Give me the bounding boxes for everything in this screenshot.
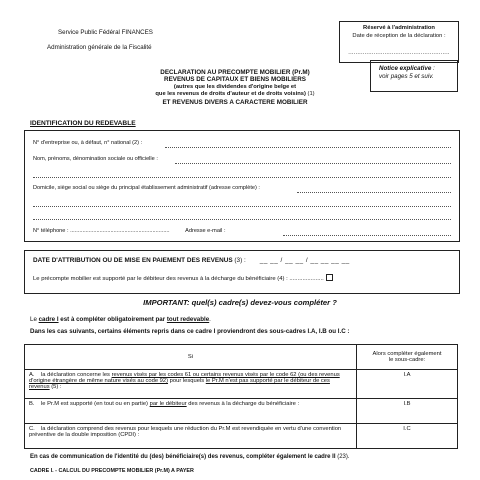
important-heading: IMPORTANT: quel(s) cadre(s) devez-vous compléter ?: [143, 298, 337, 307]
form-title: [105, 69, 365, 106]
phone-field[interactable]: ................................................................: [70, 228, 170, 234]
reception-date-label: Date de réception de la déclaration :: [352, 33, 446, 39]
cadre-ii-note: [30, 454, 350, 460]
phone-label: N° téléphone :: [33, 228, 71, 234]
domicile-field[interactable]: [33, 185, 453, 191]
title-line5: ET REVENUS DIVERS A CARACTERE MOBILIER: [162, 98, 308, 106]
header-org: [47, 28, 153, 52]
attribution-ref: (3) :: [232, 257, 246, 264]
row-b-t1u: par le débiteur: [149, 401, 187, 407]
row-b-target: I.B: [357, 399, 458, 424]
col-alors-header-l1: Alors compléter également: [372, 351, 442, 357]
title-line1: DECLARATION AU PRECOMPTE MOBILIER (Pr.M): [160, 69, 310, 76]
para1-a: Le: [30, 316, 39, 323]
col-si-header: Si: [25, 345, 357, 370]
cadre-i-instruction: [30, 316, 211, 323]
enterprise-number-label: N° d'entreprise ou, à défaut, n° national (2) :: [33, 140, 143, 146]
domicile-label: Domicile, siège social ou siège du principal établissement administratif (adresse complète) :: [33, 185, 260, 191]
row-b-letter: B.: [29, 401, 35, 407]
debtor-support-row: [33, 274, 333, 282]
name-field[interactable]: [33, 156, 453, 162]
row-a-t3: (5) :: [49, 384, 62, 390]
reserved-title: Réservé à l'administration: [363, 25, 435, 31]
row-c-letter: C.: [29, 426, 35, 432]
identification-box: [24, 130, 460, 242]
debtor-support-label: Le précompte mobilier est supporté par le débiteur des revenus à la décharge du bénéficiaire (4) : .....................: [33, 276, 324, 282]
notice-label: Notice explicative: [379, 65, 432, 72]
col-alors-header: [357, 345, 458, 370]
table-row: [25, 370, 458, 399]
enterprise-number-field[interactable]: [33, 140, 453, 146]
attribution-date-field[interactable]: __ __ / __ __ / __ __ __ __: [259, 257, 350, 264]
row-b-t2: des revenus à la décharge du bénéficiaire :: [186, 401, 300, 407]
para1-e: .: [209, 316, 211, 323]
org-department: Administration générale de la Fiscalité: [47, 44, 152, 51]
table-row: [25, 399, 458, 424]
title-line4: que les revenus de droits d'auteur et de droits voisins): [155, 91, 306, 98]
attribution-box: [24, 250, 460, 294]
para1-c: est à compléter obligatoirement par: [58, 316, 167, 323]
domicile-line-3: [33, 219, 451, 220]
row-a-condition: [25, 370, 357, 399]
domicile-line: [297, 192, 451, 193]
row-a-t2u: le Pr.M n'est pas supporté par le débiteur de ces revenus: [29, 378, 330, 390]
enterprise-number-line: [165, 147, 451, 148]
notice-pages: voir pages 5 et suiv.: [379, 73, 434, 80]
para1-cadre: cadre I: [38, 316, 59, 323]
row-a-letter: A.: [29, 372, 35, 378]
identification-heading: IDENTIFICATION DU REDEVABLE: [30, 120, 136, 127]
attribution-heading: DATE D'ATTRIBUTION OU DE MISE EN PAIEMENT DES REVENUS: [33, 257, 233, 264]
reserved-admin-box: [339, 21, 459, 63]
notice-box: [370, 60, 458, 92]
table-row: [25, 424, 458, 449]
row-a-t1u: revenus visés par les codes 61 ou certains revenus visés par le code 62 (ou des revenus d'origine étrangère de même nature visés au code 92): [29, 372, 340, 384]
title-line4-ref: (1): [305, 91, 315, 98]
email-field[interactable]: [283, 235, 451, 236]
row-c-t1: la déclaration comprend des revenus pour lesquels une réduction du Pr.M est revendiquée en vertu d'une convention préventive de la double imposition (CPDI) :: [29, 426, 342, 438]
email-label: Adresse e-mail :: [185, 228, 226, 234]
name-line: [175, 163, 451, 164]
cadre-i-title: CADRE I. - CALCUL DU PRECOMPTE MOBILIER (Pr.M) A PAYER: [30, 468, 194, 474]
row-b-condition: [25, 399, 357, 424]
col-alors-header-l2: le sous-cadre:: [388, 357, 426, 363]
attribution-date-row: [33, 257, 350, 264]
row-a-t1: la déclaration concerne les: [41, 372, 112, 378]
note-ref: (23).: [335, 454, 350, 460]
note-text: En cas de communication de l'identité du (des) bénéficiaire(s) des revenus, compléter également le cadre II: [30, 454, 336, 460]
row-a-target: I.A: [357, 370, 458, 399]
row-c-condition: [25, 424, 357, 449]
debtor-support-checkbox[interactable]: [326, 274, 333, 281]
contact-row: [33, 228, 453, 234]
sub-cadre-instruction: Dans les cas suivants, certains éléments repris dans ce cadre I proviendront des sous-cadres I.A, I.B ou I.C :: [30, 328, 350, 335]
para1-redevable: tout redevable: [166, 316, 210, 323]
org-name: Service Public Fédéral FINANCES: [58, 29, 153, 36]
reception-date-field: ........................................................: [348, 50, 450, 56]
name-line-2: [33, 177, 451, 178]
row-a-t2: pour lesquels: [168, 378, 206, 384]
row-c-target: I.C: [357, 424, 458, 449]
name-label: Nom, prénoms, dénomination sociale ou officielle :: [33, 156, 158, 162]
table-header-row: [25, 345, 458, 370]
row-b-t1: le Pr.M est supporté (en tout ou en partie): [41, 401, 150, 407]
title-line3: (autres que les dividendes d'origine belge et: [173, 83, 297, 90]
notice-colon: :: [431, 65, 435, 72]
title-line2: REVENUS DE CAPITAUX ET BIENS MOBILIERS: [164, 76, 306, 84]
sub-cadre-table: [24, 344, 458, 449]
domicile-line-2: [33, 206, 451, 207]
